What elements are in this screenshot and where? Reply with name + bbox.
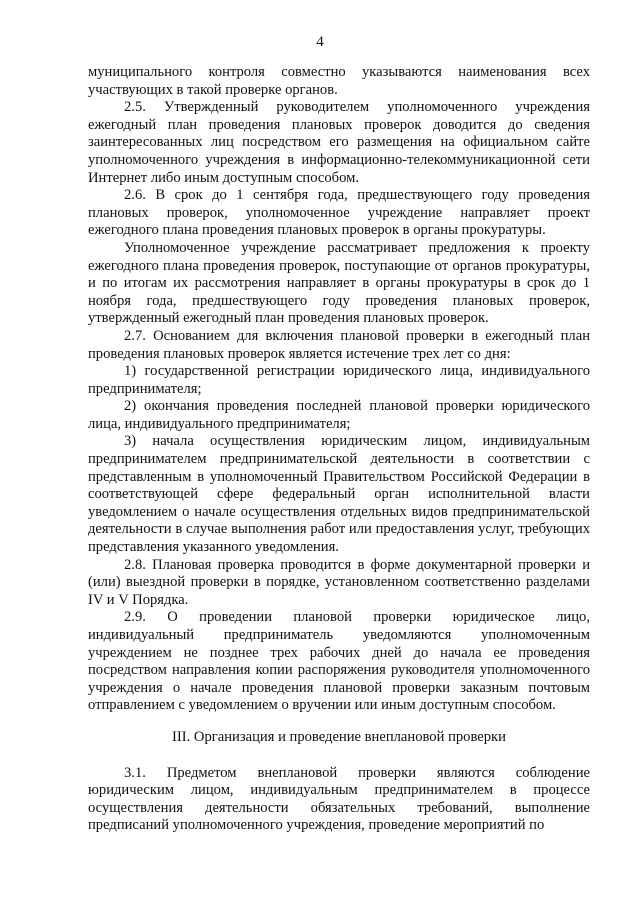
paragraph-continuation: муниципального контроля совместно указываются наименования всех участвующих в такой проверке органов. [88, 64, 590, 98]
paragraph-2-8: 2.8. Плановая проверка проводится в форме документарной проверки и (или) выездной проверки в порядке, установленном соответственно разделами IV и V Порядка. [88, 556, 590, 608]
section-heading: III. Организация и проведение внеплановой проверки [172, 728, 506, 745]
page-number: 4 [316, 34, 324, 50]
paragraph-3-1: 3.1. Предметом внеплановой проверки являются соблюдение юридическим лицом, индивидуальным предпринимателем в процессе осуществления деятельности обязательных требований, выполнение предписаний уполномоченного учреждения, проведение мероприятий по [88, 764, 590, 834]
paragraph-2-6: 2.6. В срок до 1 сентября года, предшествующего году проведения плановых проверок, уполномоченное учреждение направляет проект ежегодного плана проведения плановых проверок в органы прокуратуры. [88, 187, 590, 239]
document-body [88, 64, 590, 835]
paragraph-2-9: 2.9. О проведении плановой проверки юридическое лицо, индивидуальный предприниматель уведомляются уполномоченным учреждением не позднее трех рабочих дней до начала ее проведения посредством направления копии распоряжения руководителя уполномоченного учреждения о начале проведения плановой проверки заказным почтовым отправлением с уведомлением о вручении или иным доступным способом. [88, 609, 590, 714]
list-item-3: 3) начала осуществления юридическим лицом, индивидуальным предпринимателем предпринимательской деятельности в соответствии с представленным в уполномоченный Правительством Российской Федерации в соответствующей сфере федеральный орган исполнительной власти уведомлением о начале осуществления отдельных видов предпринимательской деятельности в случае выполнения работ или предоставления услуг, требующих представления указанного уведомления. [88, 433, 590, 556]
list-item-1: 1) государственной регистрации юридического лица, индивидуального предпринимателя; [88, 363, 590, 397]
paragraph-2-5: 2.5. Утвержденный руководителем уполномоченного учреждения ежегодный план проведения плановых проверок доводится до сведения заинтересованных лиц посредством его размещения на официальном сайте уполномоченного учреждения в информационно-телекоммуникационной сети Интернет либо иным доступным способом. [88, 99, 590, 186]
paragraph-2-6-cont: Уполномоченное учреждение рассматривает предложения к проекту ежегодного плана проведения проверок, поступающие от органов прокуратуры, и по итогам их рассмотрения направляет в органы прокуратуры в срок до 1 ноября года, предшествующего году проведения плановых проверок, утвержденный ежегодный план проведения плановых проверок. [88, 239, 590, 327]
list-item-2: 2) окончания проведения последней плановой проверки юридического лица, индивидуального предпринимателя; [88, 398, 590, 432]
paragraph-2-7: 2.7. Основанием для включения плановой проверки в ежегодный план проведения плановых проверок является истечение трех лет со дня: [88, 327, 590, 362]
